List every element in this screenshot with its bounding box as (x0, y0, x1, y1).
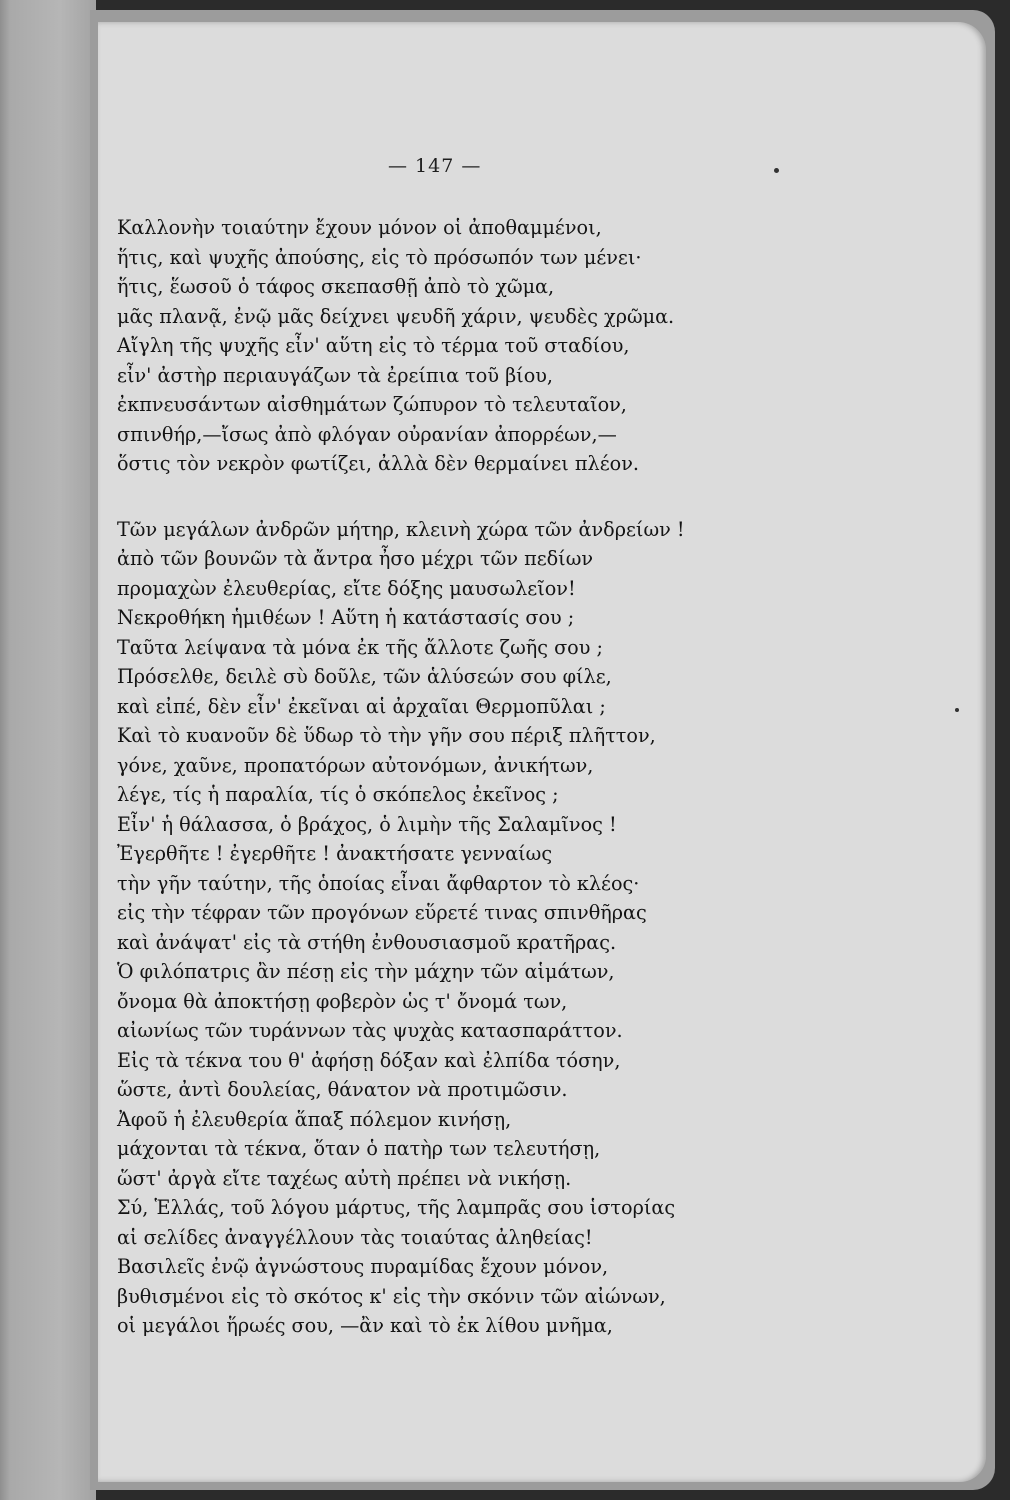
poem-line: ὄνομα θὰ ἀποκτήσῃ φοβερὸν ὡς τ' ὄνομά των, (117, 989, 568, 1013)
poem-line: ὥστ' ἀργὰ εἴτε ταχέως αὐτὴ πρέπει νὰ νικήσῃ. (117, 1166, 572, 1190)
poem-line: Ὁ φιλόπατρις ἂν πέσῃ εἰς τὴν μάχην τῶν αἱμάτων, (117, 960, 615, 983)
adjacent-page-edge (0, 0, 96, 1500)
poem-line: οἱ μεγάλοι ἥρωές σου, —ἂν καὶ τὸ ἐκ λίθου μνῆμα, (117, 1314, 613, 1337)
poem-line: ὥστε, ἀντὶ δουλείας, θάνατον νὰ προτιμῶσιν. (117, 1078, 568, 1101)
page-number: — 147 — (388, 155, 482, 177)
poem-line: Νεκροθήκη ἡμιθέων ! Αὕτη ἡ κατάστασίς σου ; (117, 606, 575, 629)
poem-line: προμαχὼν ἐλευθερίας, εἴτε δόξης μαυσωλεῖον! (117, 576, 576, 600)
poem-line: βυθισμένοι εἰς τὸ σκότος κ' εἰς τὴν σκόνιν τῶν αἰώνων, (117, 1284, 666, 1308)
poem-line: Καλλονὴν τοιαύτην ἔχουν μόνον οἱ ἀποθαμμένοι, (117, 216, 602, 239)
poem-line: ὅστις τὸν νεκρὸν φωτίζει, ἀλλὰ δὲν θερμαίνει πλέον. (117, 452, 639, 475)
poem-line: Σύ, Ἑλλάς, τοῦ λόγου μάρτυς, τῆς λαμπρᾶς σου ἱστορίας (117, 1196, 676, 1219)
poem-line: μᾶς πλανᾷ, ἐνῷ μᾶς δείχνει ψευδῆ χάριν, ψευδὲς χρῶμα. (117, 304, 675, 328)
poem-line: αἱ σελίδες ἀναγγέλλουν τὰς τοιαύτας ἀληθείας! (117, 1225, 593, 1249)
poem-line: ἐκπνευσάντων αἰσθημάτων ζώπυρον τὸ τελευταῖον, (117, 393, 627, 416)
poem-line: λέγε, τίς ἡ παραλία, τίς ὁ σκόπελος ἐκεῖνος ; (117, 783, 559, 806)
poem-line: ἥτις, ἕωσοῦ ὁ τάφος σκεπασθῇ ἀπὸ τὸ χῶμα, (117, 275, 555, 298)
poem-line: Ταῦτα λείψανα τὰ μόνα ἐκ τῆς ἄλλοτε ζωῆς σου ; (117, 635, 603, 659)
poem-line: ἀπὸ τῶν βουνῶν τὰ ἄντρα ἦσο μέχρι τῶν πεδίων (117, 547, 594, 570)
poem-line: ἥτις, καὶ ψυχῆς ἀπούσης, εἰς τὸ πρόσωπόν των μένει· (117, 245, 642, 269)
stanza-2 (117, 515, 757, 1341)
poem-line: καὶ ἀνάψατ' εἰς τὰ στήθη ἐνθουσιασμοῦ κρατῆρας. (117, 930, 617, 954)
poem-line: Ἀφοῦ ἡ ἐλευθερία ἅπαξ πόλεμον κινήσῃ, (117, 1107, 512, 1131)
poem-line: Τῶν μεγάλων ἀνδρῶν μήτηρ, κλεινὴ χώρα τῶν ἀνδρείων ! (117, 517, 685, 541)
poem-line: μάχονται τὰ τέκνα, ὅταν ὁ πατὴρ των τελευτήσῃ, (117, 1137, 601, 1160)
poem-line: γόνε, χαῦνε, προπατόρων αὐτονόμων, ἀνικήτων, (117, 753, 594, 777)
poem-line: Ἐγερθῆτε ! ἐγερθῆτε ! ἀνακτήσατε γενναίως (117, 842, 553, 865)
poem-line: τὴν γῆν ταύτην, τῆς ὁποίας εἶναι ἄφθαρτον τὸ κλέος· (117, 871, 640, 895)
poem-line: εἰς τὴν τέφραν τῶν προγόνων εὕρετέ τινας σπινθῆρας (117, 901, 647, 924)
poem-line: Εἰς τὰ τέκνα του θ' ἀφήσῃ δόξαν καὶ ἐλπίδα τόσην, (117, 1048, 621, 1072)
poem-line: εἶν' ἀστὴρ περιαυγάζων τὰ ἐρείπια τοῦ βίου, (117, 363, 554, 387)
stanza-1 (117, 213, 757, 479)
poem-line: Αἴγλη τῆς ψυχῆς εἶν' αὕτη εἰς τὸ τέρμα τοῦ σταδίου, (117, 334, 630, 357)
poem-line: καὶ εἰπέ, δὲν εἶν' ἐκεῖναι αἱ ἀρχαῖαι Θερμοπῦλαι ; (117, 694, 606, 718)
poem-line: αἰωνίως τῶν τυράννων τὰς ψυχὰς κατασπαράττον. (117, 1019, 623, 1042)
paper-speck (774, 168, 779, 173)
poem-line: Πρόσελθε, δειλὲ σὺ δοῦλε, τῶν ἁλύσεών σου φίλε, (117, 665, 612, 688)
poem-line: Καὶ τὸ κυανοῦν δὲ ὕδωρ τὸ τὴν γῆν σου πέριξ πλῆττον, (117, 724, 656, 747)
poem-text (117, 213, 757, 1341)
poem-line: σπινθήρ,—ἴσως ἀπὸ φλόγαν οὐρανίαν ἀπορρέων,— (117, 422, 617, 446)
paper-speck (955, 708, 959, 712)
poem-line: Βασιλεῖς ἐνῷ ἀγνώστους πυραμίδας ἔχουν μόνον, (117, 1255, 609, 1278)
poem-line: Εἶν' ἡ θάλασσα, ὁ βράχος, ὁ λιμὴν τῆς Σαλαμῖνος ! (117, 812, 617, 836)
